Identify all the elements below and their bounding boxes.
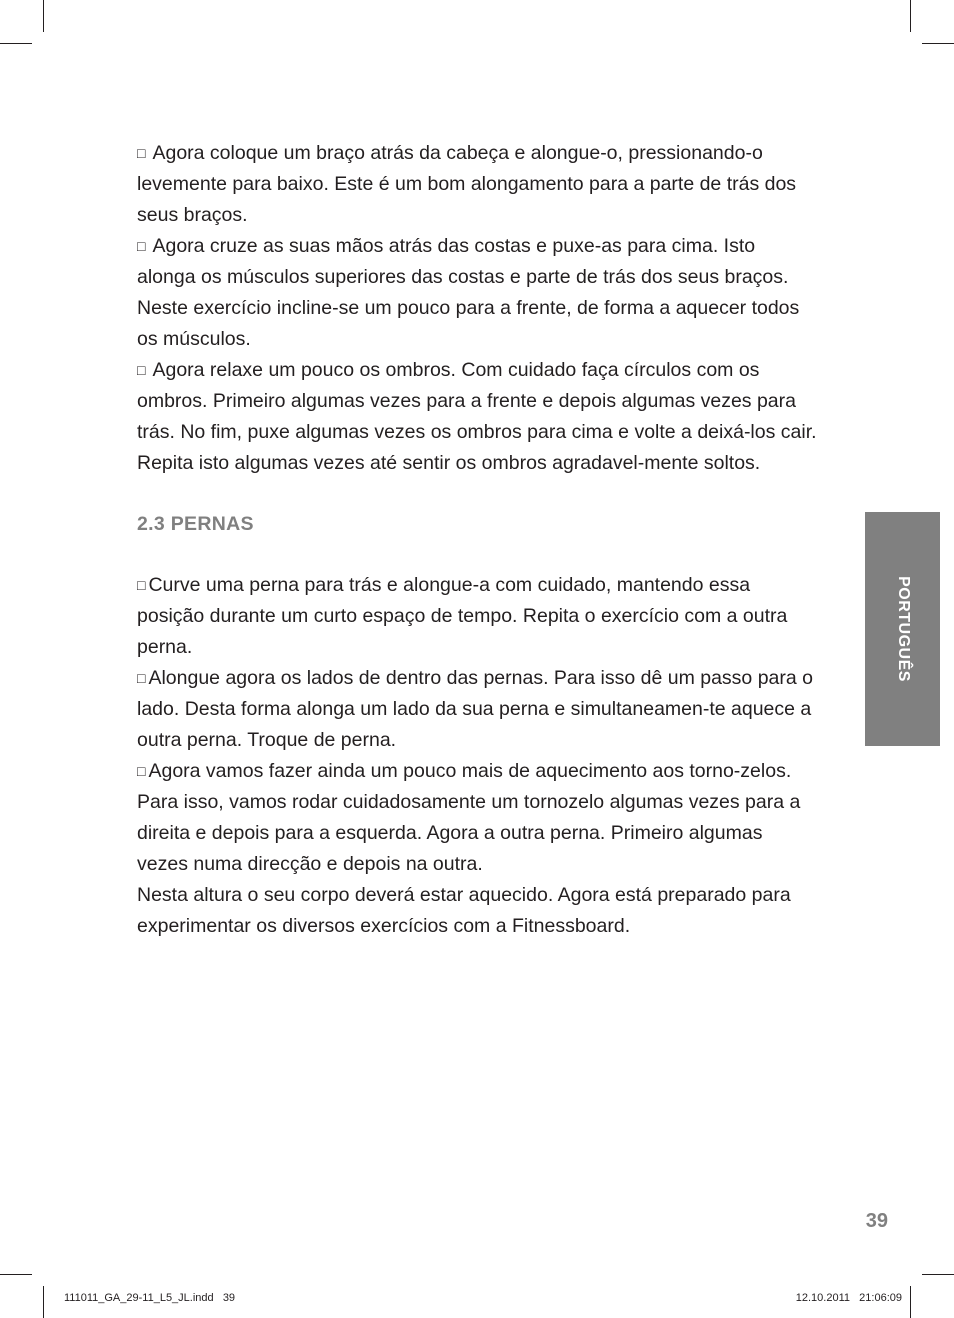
checkbox-bullet-icon: □ <box>137 145 146 161</box>
crop-mark <box>43 0 44 32</box>
main-content <box>137 138 817 942</box>
checkbox-bullet-icon: □ <box>137 577 146 593</box>
footer-timestamp: 12.10.2011 21:06:09 <box>795 1292 902 1304</box>
section-heading: 2.3 PERNAS <box>137 513 254 535</box>
paragraph <box>137 355 817 479</box>
paragraph <box>137 663 817 756</box>
crop-mark <box>910 1286 911 1318</box>
paragraph <box>137 231 817 355</box>
paragraph-text: Agora relaxe um pouco os ombros. Com cuidado faça círculos com os ombros. Primeiro algumas vezes para a frente e depois algumas vezes para trás. No fim, puxe algumas vezes os ombros para cima e volte a deixá-los cair. Repita isto algumas vezes até sentir os ombros agradavel-mente soltos. <box>137 359 817 474</box>
crop-mark <box>922 43 954 44</box>
crop-mark <box>43 1286 44 1318</box>
paragraph <box>137 570 817 663</box>
paragraph-text: Agora cruze as suas mãos atrás das costas e puxe-as para cima. Isto alonga os músculos superiores das costas e parte de trás dos seus braços. Neste exercício incline-se um pouco para a frente, de forma a aquecer todos os músculos. <box>137 235 800 350</box>
side-tab-label: PORTUGUÊS <box>894 576 912 682</box>
checkbox-bullet-icon: □ <box>137 763 146 779</box>
paragraph-text: Curve uma perna para trás e alongue-a com cuidado, mantendo essa posição durante um curto espaço de tempo. Repita o exercício com a outra perna. <box>137 574 788 658</box>
paragraph <box>137 138 817 231</box>
crop-mark <box>0 43 32 44</box>
crop-mark <box>922 1274 954 1275</box>
crop-mark <box>910 0 911 32</box>
page-number: 39 <box>865 1210 888 1232</box>
checkbox-bullet-icon: □ <box>137 238 146 254</box>
paragraph-text: Agora vamos fazer ainda um pouco mais de aquecimento aos torno-zelos. Para isso, vamos rodar cuidadosamente um tornozelo algumas vezes para a direita e depois para a esquerda. Agora a outra perna. Primeiro algumas vezes numa direcção e depois na outra. <box>137 760 801 875</box>
paragraph <box>137 756 817 880</box>
paragraph-text: Agora coloque um braço atrás da cabeça e alongue-o, pressionando-o levemente para baixo. Este é um bom alongamento para a parte de trás dos seus braços. <box>137 142 797 226</box>
paragraph-text: Alongue agora os lados de dentro das pernas. Para isso dê um passo para o lado. Desta forma alonga um lado da sua perna e simultaneamen-te aquece a outra perna. Troque de perna. <box>137 667 813 751</box>
language-side-tab <box>865 512 940 746</box>
checkbox-bullet-icon: □ <box>137 670 146 686</box>
checkbox-bullet-icon: □ <box>137 362 146 378</box>
closing-paragraph: Nesta altura o seu corpo deverá estar aquecido. Agora está preparado para experimentar os diversos exercícios com a Fitnessboard. <box>137 884 791 937</box>
footer-file-info: 111011_GA_29-11_L5_JL.indd 39 <box>64 1292 236 1304</box>
crop-mark <box>0 1274 32 1275</box>
